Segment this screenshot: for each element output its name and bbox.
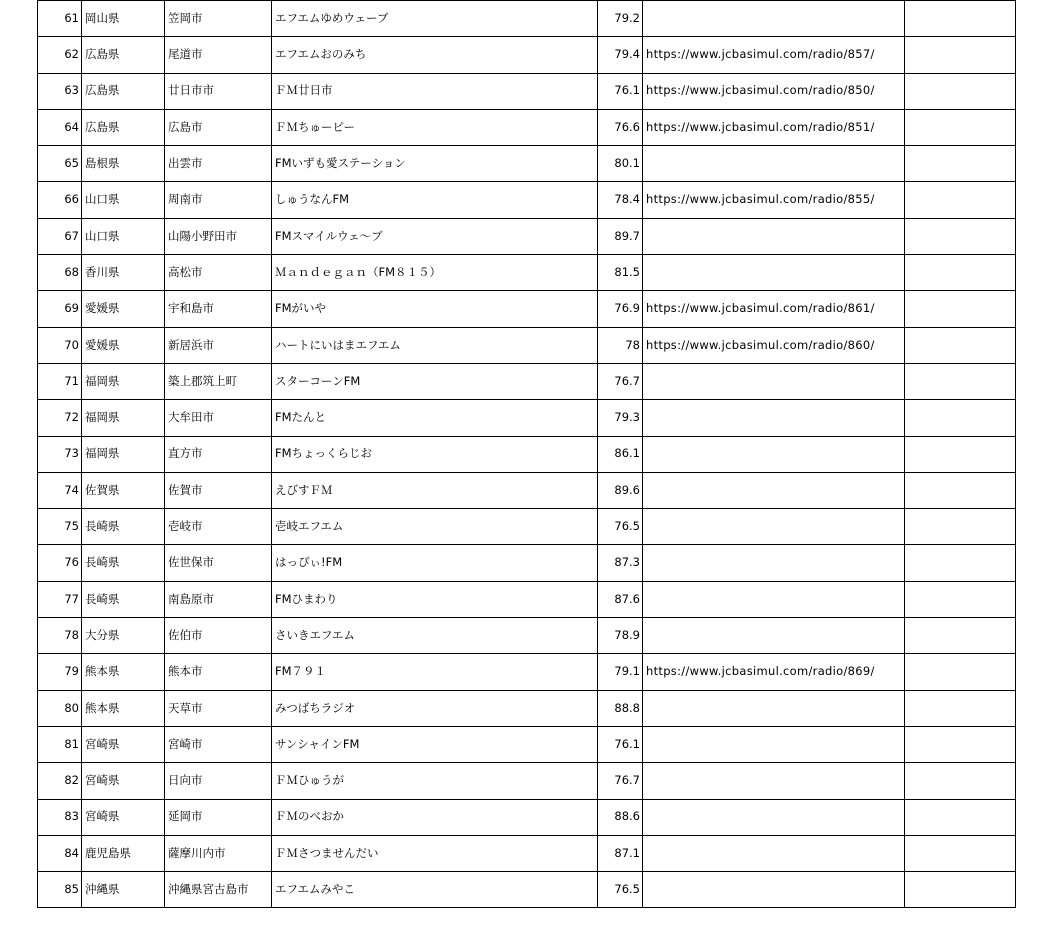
frequency-cell: 76.9 bbox=[598, 291, 643, 327]
row-number-cell: 84 bbox=[38, 835, 82, 871]
city-cell: 新居浜市 bbox=[165, 327, 272, 363]
station-name-cell: みつばちラジオ bbox=[272, 690, 598, 726]
row-number-cell: 76 bbox=[38, 545, 82, 581]
station-name-cell: FMいずも愛ステーション bbox=[272, 146, 598, 182]
frequency-cell: 78.9 bbox=[598, 618, 643, 654]
station-name-cell: FMがいや bbox=[272, 291, 598, 327]
empty-cell bbox=[905, 255, 1016, 291]
empty-cell bbox=[905, 109, 1016, 145]
row-number-cell: 82 bbox=[38, 763, 82, 799]
simulcast-url-cell bbox=[643, 472, 905, 508]
station-name-cell: しゅうなんFM bbox=[272, 182, 598, 218]
frequency-cell: 79.3 bbox=[598, 400, 643, 436]
prefecture-cell: 島根県 bbox=[82, 146, 165, 182]
city-cell: 薩摩川内市 bbox=[165, 835, 272, 871]
station-name-cell: ＦＭさつませんだい bbox=[272, 835, 598, 871]
row-number-cell: 66 bbox=[38, 182, 82, 218]
prefecture-cell: 沖縄県 bbox=[82, 872, 165, 908]
empty-cell bbox=[905, 472, 1016, 508]
station-name-cell: エフエムおのみち bbox=[272, 37, 598, 73]
station-name-cell: ＦＭひゅうが bbox=[272, 763, 598, 799]
table-row bbox=[38, 327, 1016, 363]
station-name-cell: FMたんと bbox=[272, 400, 598, 436]
prefecture-cell: 広島県 bbox=[82, 109, 165, 145]
station-name-cell: サンシャインFM bbox=[272, 726, 598, 762]
city-cell: 高松市 bbox=[165, 255, 272, 291]
empty-cell bbox=[905, 581, 1016, 617]
row-number-cell: 85 bbox=[38, 872, 82, 908]
station-name-cell: FMスマイルウェ～ブ bbox=[272, 218, 598, 254]
city-cell: 壱岐市 bbox=[165, 509, 272, 545]
empty-cell bbox=[905, 1, 1016, 37]
frequency-cell: 88.6 bbox=[598, 799, 643, 835]
empty-cell bbox=[905, 509, 1016, 545]
table-row bbox=[38, 436, 1016, 472]
simulcast-url-cell: https://www.jcbasimul.com/radio/869/ bbox=[643, 654, 905, 690]
frequency-cell: 79.4 bbox=[598, 37, 643, 73]
station-name-cell: さいきエフエム bbox=[272, 618, 598, 654]
simulcast-url-cell bbox=[643, 255, 905, 291]
station-name-cell: ＦＭ廿日市 bbox=[272, 73, 598, 109]
prefecture-cell: 鹿児島県 bbox=[82, 835, 165, 871]
station-name-cell: FMちょっくらじお bbox=[272, 436, 598, 472]
frequency-cell: 76.6 bbox=[598, 109, 643, 145]
city-cell: 廿日市市 bbox=[165, 73, 272, 109]
prefecture-cell: 大分県 bbox=[82, 618, 165, 654]
row-number-cell: 65 bbox=[38, 146, 82, 182]
empty-cell bbox=[905, 218, 1016, 254]
table-row bbox=[38, 690, 1016, 726]
city-cell: 山陽小野田市 bbox=[165, 218, 272, 254]
row-number-cell: 72 bbox=[38, 400, 82, 436]
prefecture-cell: 福岡県 bbox=[82, 436, 165, 472]
row-number-cell: 63 bbox=[38, 73, 82, 109]
empty-cell bbox=[905, 654, 1016, 690]
row-number-cell: 71 bbox=[38, 363, 82, 399]
prefecture-cell: 長崎県 bbox=[82, 581, 165, 617]
table-row bbox=[38, 799, 1016, 835]
simulcast-url-cell bbox=[643, 218, 905, 254]
table-row bbox=[38, 726, 1016, 762]
frequency-cell: 81.5 bbox=[598, 255, 643, 291]
station-name-cell: FMひまわり bbox=[272, 581, 598, 617]
table-row bbox=[38, 363, 1016, 399]
table-row bbox=[38, 255, 1016, 291]
city-cell: 佐賀市 bbox=[165, 472, 272, 508]
empty-cell bbox=[905, 291, 1016, 327]
city-cell: 佐世保市 bbox=[165, 545, 272, 581]
city-cell: 周南市 bbox=[165, 182, 272, 218]
frequency-cell: 89.6 bbox=[598, 472, 643, 508]
simulcast-url-cell: https://www.jcbasimul.com/radio/857/ bbox=[643, 37, 905, 73]
city-cell: 佐伯市 bbox=[165, 618, 272, 654]
row-number-cell: 61 bbox=[38, 1, 82, 37]
city-cell: 尾道市 bbox=[165, 37, 272, 73]
row-number-cell: 83 bbox=[38, 799, 82, 835]
row-number-cell: 62 bbox=[38, 37, 82, 73]
empty-cell bbox=[905, 400, 1016, 436]
prefecture-cell: 香川県 bbox=[82, 255, 165, 291]
simulcast-url-cell bbox=[643, 799, 905, 835]
prefecture-cell: 広島県 bbox=[82, 37, 165, 73]
table-row bbox=[38, 73, 1016, 109]
city-cell: 沖縄県宮古島市 bbox=[165, 872, 272, 908]
frequency-cell: 80.1 bbox=[598, 146, 643, 182]
simulcast-url-cell bbox=[643, 872, 905, 908]
empty-cell bbox=[905, 690, 1016, 726]
empty-cell bbox=[905, 726, 1016, 762]
empty-cell bbox=[905, 545, 1016, 581]
station-name-cell: エフエムみやこ bbox=[272, 872, 598, 908]
table-row bbox=[38, 763, 1016, 799]
frequency-cell: 89.7 bbox=[598, 218, 643, 254]
frequency-cell: 79.2 bbox=[598, 1, 643, 37]
prefecture-cell: 熊本県 bbox=[82, 654, 165, 690]
frequency-cell: 78 bbox=[598, 327, 643, 363]
empty-cell bbox=[905, 436, 1016, 472]
table-row bbox=[38, 400, 1016, 436]
row-number-cell: 78 bbox=[38, 618, 82, 654]
row-number-cell: 68 bbox=[38, 255, 82, 291]
city-cell: 宮崎市 bbox=[165, 726, 272, 762]
prefecture-cell: 岡山県 bbox=[82, 1, 165, 37]
frequency-cell: 76.5 bbox=[598, 509, 643, 545]
frequency-cell: 86.1 bbox=[598, 436, 643, 472]
city-cell: 宇和島市 bbox=[165, 291, 272, 327]
simulcast-url-cell bbox=[643, 545, 905, 581]
prefecture-cell: 宮崎県 bbox=[82, 726, 165, 762]
frequency-cell: 76.7 bbox=[598, 363, 643, 399]
table-row bbox=[38, 835, 1016, 871]
table-row bbox=[38, 545, 1016, 581]
simulcast-url-cell bbox=[643, 400, 905, 436]
empty-cell bbox=[905, 73, 1016, 109]
city-cell: 南島原市 bbox=[165, 581, 272, 617]
frequency-cell: 76.1 bbox=[598, 726, 643, 762]
simulcast-url-cell bbox=[643, 363, 905, 399]
station-table-body bbox=[38, 1, 1016, 908]
row-number-cell: 67 bbox=[38, 218, 82, 254]
table-row bbox=[38, 509, 1016, 545]
city-cell: 日向市 bbox=[165, 763, 272, 799]
table-row bbox=[38, 1, 1016, 37]
simulcast-url-cell bbox=[643, 146, 905, 182]
table-row bbox=[38, 109, 1016, 145]
prefecture-cell: 福岡県 bbox=[82, 400, 165, 436]
simulcast-url-cell: https://www.jcbasimul.com/radio/860/ bbox=[643, 327, 905, 363]
row-number-cell: 81 bbox=[38, 726, 82, 762]
city-cell: 延岡市 bbox=[165, 799, 272, 835]
station-name-cell: ハートにいはまエフエム bbox=[272, 327, 598, 363]
station-name-cell: Ｍａｎｄｅｇａｎ（FM８１５） bbox=[272, 255, 598, 291]
simulcast-url-cell bbox=[643, 509, 905, 545]
row-number-cell: 64 bbox=[38, 109, 82, 145]
station-name-cell: エフエムゆめウェーブ bbox=[272, 1, 598, 37]
empty-cell bbox=[905, 182, 1016, 218]
empty-cell bbox=[905, 146, 1016, 182]
prefecture-cell: 長崎県 bbox=[82, 545, 165, 581]
prefecture-cell: 広島県 bbox=[82, 73, 165, 109]
row-number-cell: 75 bbox=[38, 509, 82, 545]
city-cell: 笠岡市 bbox=[165, 1, 272, 37]
simulcast-url-cell bbox=[643, 726, 905, 762]
table-row bbox=[38, 618, 1016, 654]
station-list-sheet bbox=[37, 0, 1015, 908]
simulcast-url-cell bbox=[643, 763, 905, 799]
simulcast-url-cell bbox=[643, 581, 905, 617]
frequency-cell: 87.6 bbox=[598, 581, 643, 617]
empty-cell bbox=[905, 327, 1016, 363]
row-number-cell: 79 bbox=[38, 654, 82, 690]
city-cell: 直方市 bbox=[165, 436, 272, 472]
frequency-cell: 76.7 bbox=[598, 763, 643, 799]
prefecture-cell: 山口県 bbox=[82, 218, 165, 254]
simulcast-url-cell bbox=[643, 835, 905, 871]
row-number-cell: 73 bbox=[38, 436, 82, 472]
prefecture-cell: 愛媛県 bbox=[82, 291, 165, 327]
table-row bbox=[38, 291, 1016, 327]
frequency-cell: 88.8 bbox=[598, 690, 643, 726]
empty-cell bbox=[905, 363, 1016, 399]
prefecture-cell: 佐賀県 bbox=[82, 472, 165, 508]
simulcast-url-cell bbox=[643, 436, 905, 472]
prefecture-cell: 宮崎県 bbox=[82, 763, 165, 799]
table-row bbox=[38, 654, 1016, 690]
table-row bbox=[38, 472, 1016, 508]
table-row bbox=[38, 218, 1016, 254]
city-cell: 熊本市 bbox=[165, 654, 272, 690]
row-number-cell: 70 bbox=[38, 327, 82, 363]
simulcast-url-cell bbox=[643, 1, 905, 37]
station-name-cell: ＦＭちゅーピー bbox=[272, 109, 598, 145]
frequency-cell: 78.4 bbox=[598, 182, 643, 218]
prefecture-cell: 長崎県 bbox=[82, 509, 165, 545]
empty-cell bbox=[905, 763, 1016, 799]
prefecture-cell: 愛媛県 bbox=[82, 327, 165, 363]
frequency-cell: 87.1 bbox=[598, 835, 643, 871]
frequency-cell: 87.3 bbox=[598, 545, 643, 581]
empty-cell bbox=[905, 618, 1016, 654]
table-row bbox=[38, 182, 1016, 218]
empty-cell bbox=[905, 37, 1016, 73]
station-table bbox=[37, 0, 1016, 908]
prefecture-cell: 福岡県 bbox=[82, 363, 165, 399]
simulcast-url-cell: https://www.jcbasimul.com/radio/851/ bbox=[643, 109, 905, 145]
row-number-cell: 77 bbox=[38, 581, 82, 617]
city-cell: 築上郡筑上町 bbox=[165, 363, 272, 399]
station-name-cell: はっぴぃ!FM bbox=[272, 545, 598, 581]
row-number-cell: 80 bbox=[38, 690, 82, 726]
table-row bbox=[38, 37, 1016, 73]
simulcast-url-cell bbox=[643, 618, 905, 654]
row-number-cell: 69 bbox=[38, 291, 82, 327]
station-name-cell: FM７９１ bbox=[272, 654, 598, 690]
prefecture-cell: 山口県 bbox=[82, 182, 165, 218]
station-name-cell: えびすＦＭ bbox=[272, 472, 598, 508]
table-row bbox=[38, 872, 1016, 908]
table-row bbox=[38, 581, 1016, 617]
frequency-cell: 76.1 bbox=[598, 73, 643, 109]
table-row bbox=[38, 146, 1016, 182]
frequency-cell: 79.1 bbox=[598, 654, 643, 690]
city-cell: 広島市 bbox=[165, 109, 272, 145]
row-number-cell: 74 bbox=[38, 472, 82, 508]
empty-cell bbox=[905, 799, 1016, 835]
city-cell: 出雲市 bbox=[165, 146, 272, 182]
empty-cell bbox=[905, 872, 1016, 908]
simulcast-url-cell: https://www.jcbasimul.com/radio/850/ bbox=[643, 73, 905, 109]
prefecture-cell: 宮崎県 bbox=[82, 799, 165, 835]
prefecture-cell: 熊本県 bbox=[82, 690, 165, 726]
station-name-cell: ＦＭのべおか bbox=[272, 799, 598, 835]
city-cell: 大牟田市 bbox=[165, 400, 272, 436]
frequency-cell: 76.5 bbox=[598, 872, 643, 908]
station-name-cell: 壱岐エフエム bbox=[272, 509, 598, 545]
station-name-cell: スターコーンFM bbox=[272, 363, 598, 399]
simulcast-url-cell: https://www.jcbasimul.com/radio/861/ bbox=[643, 291, 905, 327]
empty-cell bbox=[905, 835, 1016, 871]
simulcast-url-cell bbox=[643, 690, 905, 726]
simulcast-url-cell: https://www.jcbasimul.com/radio/855/ bbox=[643, 182, 905, 218]
city-cell: 天草市 bbox=[165, 690, 272, 726]
